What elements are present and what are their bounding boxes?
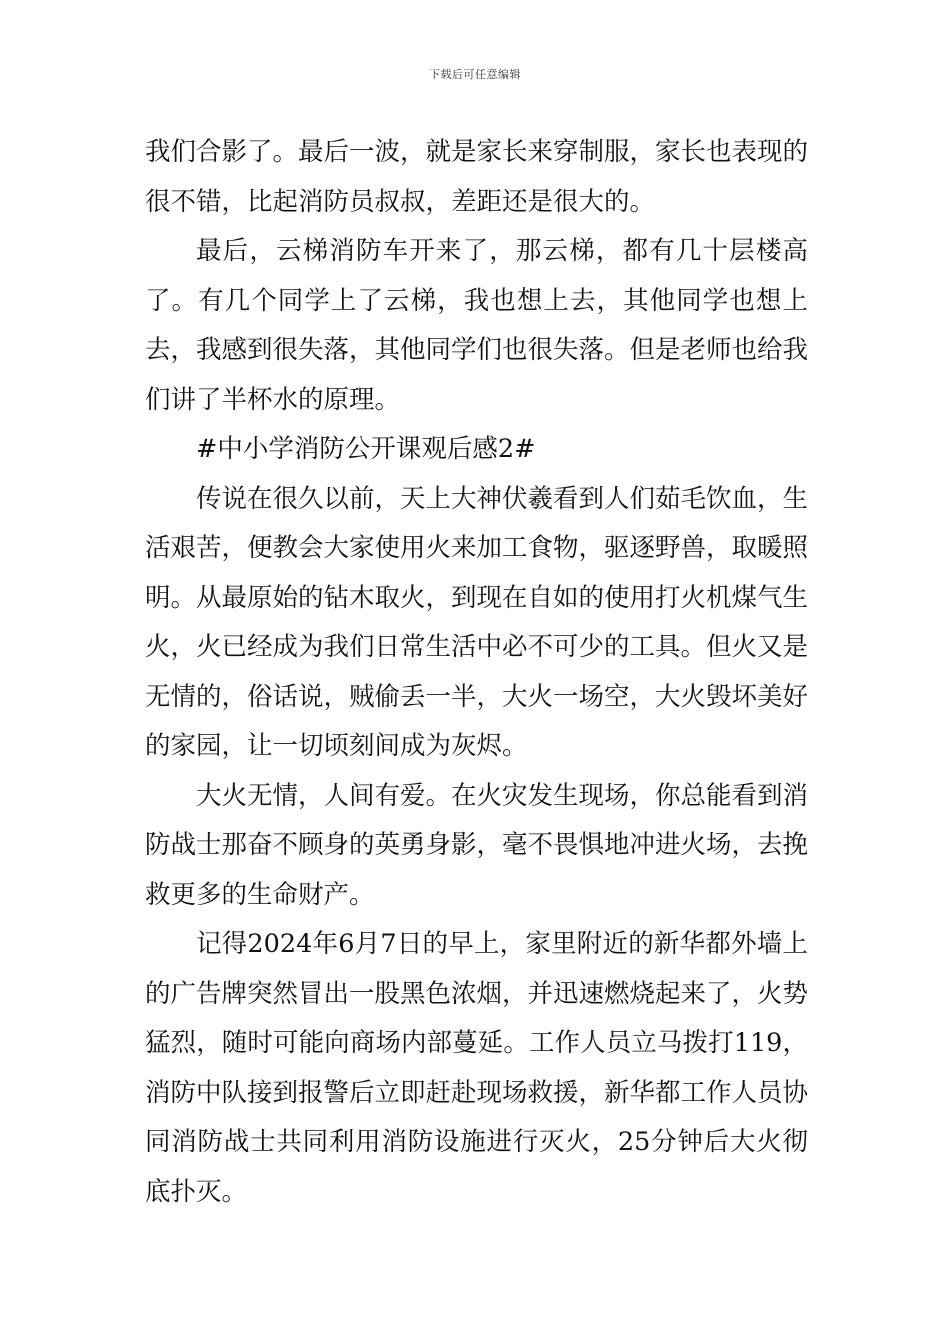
paragraph-3: 传说在很久以前，天上大神伏羲看到人们茹毛饮血，生活艰苦，便教会大家使用火来加工食物，驱逐野兽，取暖照明。从最原始的钻木取火，到现在自如的使用打火机煤气生火，火已经成为我们日常生活中必不可少的工具。但火又是无情的，俗话说，贼偷丢一半，大火一场空，大火毁坏美好的家园，让一切顷刻间成为灰烬。 [145, 483, 809, 761]
paragraph-5: 记得2024年6月7日的早上，家里附近的新华都外墙上的广告牌突然冒出一股黑色浓烟，并迅速燃烧起来了，火势猛烈，随时可能向商场内部蔓延。工作人员立马拨打119，消防中队接到报警后立即赶赴现场救援，新华都工作人员协同消防战士共同利用消防设施进行灭火，25分钟后大火彻底扑灭。 [145, 929, 809, 1207]
paragraph-2: 最后，云梯消防车开来了，那云梯，都有几十层楼高了。有几个同学上了云梯，我也想上去，其他同学也想上去，我感到很失落，其他同学们也很失落。但是老师也给我们讲了半杯水的原理。 [145, 236, 809, 415]
paragraph-4: 大火无情，人间有爱。在火灾发生现场，你总能看到消防战士那奋不顾身的英勇身影，毫不畏惧地冲进火场，去挽救更多的生命财产。 [145, 780, 809, 910]
document-body [145, 128, 808, 1217]
section-heading: #中小学消防公开课观后感2# [196, 434, 536, 464]
page-header: 下载后可任意编辑 [429, 68, 521, 81]
paragraph-1: 我们合影了。最后一波，就是家长来穿制服，家长也表现的很不错，比起消防员叔叔，差距还是很大的。 [145, 137, 809, 217]
